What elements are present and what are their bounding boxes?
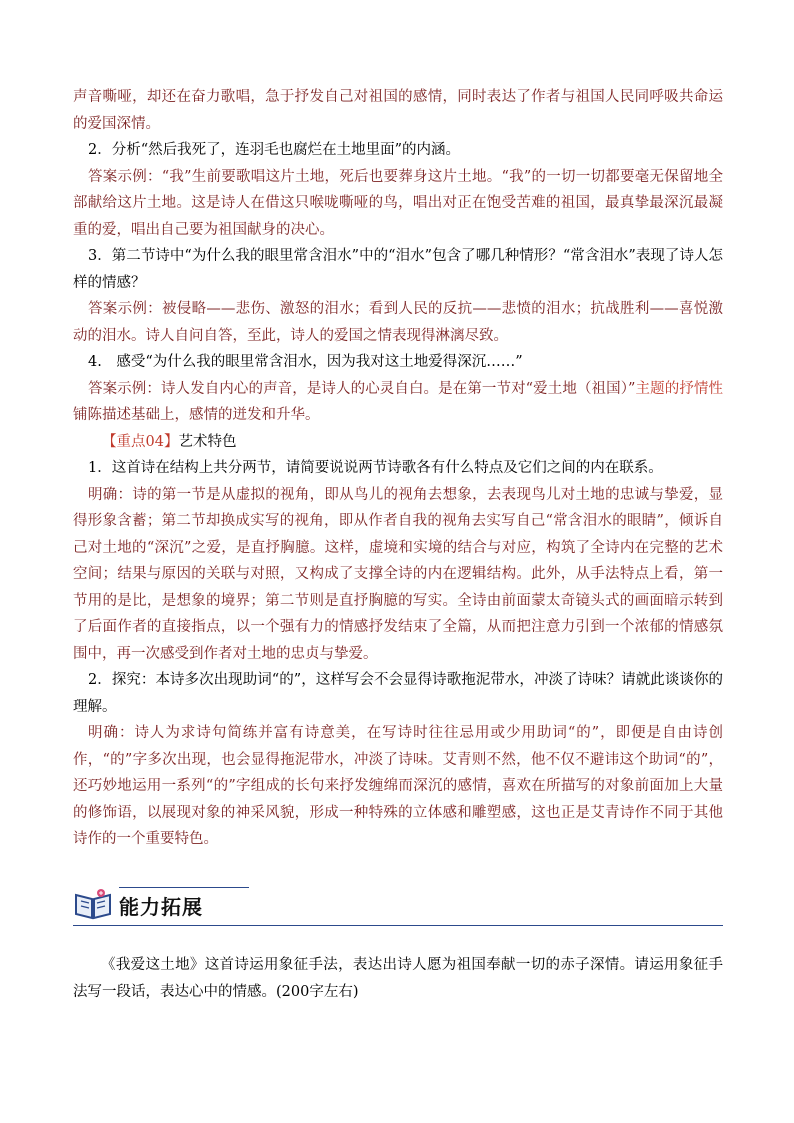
answer-content: [73, 84, 723, 853]
key-point-heading: [73, 429, 723, 456]
art-answer-1: 明确：诗的第一节是从虚拟的视角，即从鸟儿的视角去想象，去表现鸟儿对土地的忠诚与挚爱，显得形象含蓄；第二节却换成实写的视角，即从作者自我的视角去实写自己“常含泪水的眼睛”，倾诉自己对土地的“深沉”之爱，是直抒胸臆。这样，虚境和实境的结合与对应，构筑了全诗内在完整的艺术空间；结果与原因的关联与对照，又构成了支撑全诗的内在逻辑结构。此外，从手法特点上看，第一节用的是比，是想象的境界；第二节则是直抒胸臆的写实。全诗由前面蒙太奇镜头式的画面暗示转到了后面作者的直接指点，以一个强有力的情感抒发结束了全篇，从而把注意力引到一个浓郁的情感氛围中，再一次感受到作者对土地的忠贞与挚爱。: [73, 486, 723, 662]
key-point-tag: 【重点04】: [102, 433, 179, 450]
book-icon: [73, 887, 113, 925]
answer-4-highlight: 主题的抒情性: [635, 380, 724, 397]
section-header: [73, 883, 723, 928]
question-2: 2．分析“然后我死了，连羽毛也腐烂在土地里面”的内涵。: [88, 142, 461, 158]
answer-4-before: 答案示例：诗人发自内心的声音，是诗人的心灵自白。是在第一节对“爱土地（祖国）”: [88, 380, 636, 397]
answer-3: 答案示例：被侵略——悲伤、激怒的泪水；看到人民的反抗——悲愤的泪水；抗战胜利——喜悦激动的泪水。诗人自问自答，至此，诗人的爱国之情表现得淋漓尽致。: [73, 301, 723, 344]
extension-section: [73, 952, 723, 1005]
paragraph-1: 声音嘶哑，却还在奋力歌唱，急于抒发自己对祖国的感情，同时表达了作者与祖国人民同呼吸共命运的爱国深情。: [73, 89, 723, 132]
header-top-line: [119, 887, 249, 888]
header-rule: [73, 925, 723, 926]
art-question-1: 1．这首诗在结构上共分两节，请简要说说两节诗歌各有什么特点及它们之间的内在联系。: [88, 460, 663, 476]
section-title: 能力拓展: [119, 895, 203, 919]
key-point-title: 艺术特色: [178, 433, 237, 450]
question-4: 4. 感受“为什么我的眼里常含泪水，因为我对这土地爱得深沉……”: [88, 354, 523, 370]
art-question-2: 2．探究：本诗多次出现助词“的”，这样写会不会显得诗歌拖泥带水，冲淡了诗味？请就此谈谈你的理解。: [73, 672, 723, 715]
answer-4-after: 铺陈描述基础上，感情的迸发和升华。: [73, 407, 320, 423]
answer-2: 答案示例：“我”生前要歌唱这片土地，死后也要葬身这片土地。“我”的一切一切都要毫无保留地全部献给这片土地。这是诗人在借这只喉咙嘶哑的鸟，唱出对正在饱受苦难的祖国，最真挚最深沉最凝重的爱，唱出自己要为祖国献身的决心。: [73, 168, 723, 238]
art-answer-2: 明确：诗人为求诗句简练并富有诗意美，在写诗时往往忌用或少用助词“的”，即便是自由诗创作，“的”字多次出现，也会显得拖泥带水，冲淡了诗味。艾青则不然，他不仅不避讳这个助词“的”，还巧妙地运用一系列“的”字组成的长句来抒发缠绵而深沉的感情，喜欢在所描写的对象前面加上大量的修饰语，以展现对象的神采风貌，形成一种特殊的立体感和雕塑感，这也正是艾青诗作不同于其他诗作的一个重要特色。: [73, 725, 723, 847]
answer-4: [73, 376, 723, 429]
extension-prompt: 《我爱这土地》这首诗运用象征手法，表达出诗人愿为祖国奉献一切的赤子深情。请运用象征手法写一段话，表达心中的情感。(200字左右): [73, 957, 723, 1000]
question-3: 3．第二节诗中“为什么我的眼里常含泪水”中的“泪水”包含了哪几种情形？“常含泪水”表现了诗人怎样的情感？: [73, 248, 723, 291]
